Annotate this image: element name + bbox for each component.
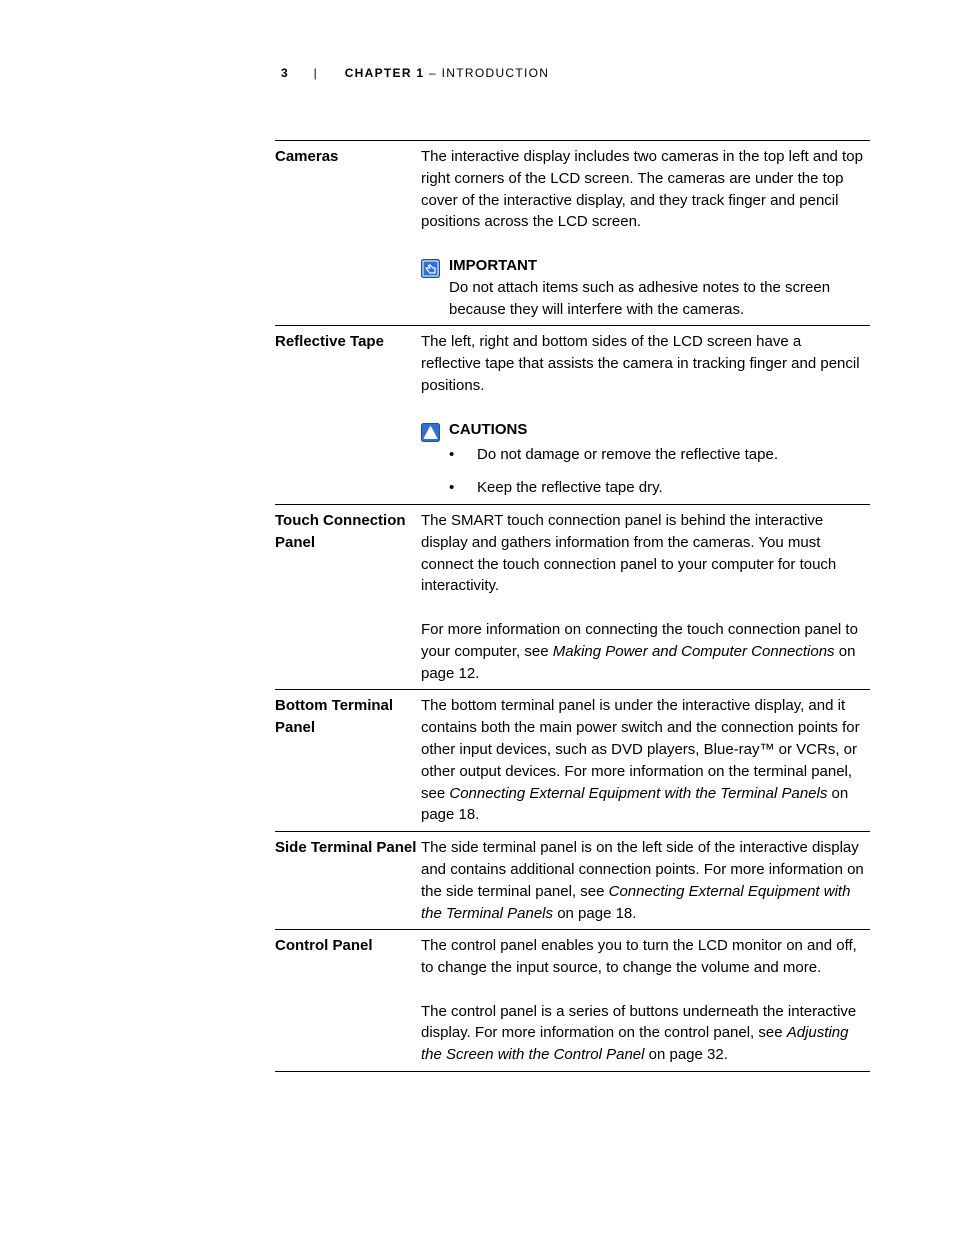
term-description [421, 934, 870, 1066]
term-label: Control Panel [275, 937, 373, 955]
table-row-control-panel [275, 930, 870, 1072]
note-text: Do not attach items such as adhesive notes to the screen because they will interfere with the cameras. [449, 278, 831, 318]
important-note [421, 255, 864, 320]
list-item-text: Keep the reflective tape dry. [477, 479, 663, 497]
table-row-reflective-tape [275, 326, 870, 505]
chapter-title: – INTRODUCTION [429, 66, 550, 80]
text-run: on page 12. [421, 642, 856, 682]
text-run: For more information on connecting the touch connection panel to your computer, see [421, 620, 858, 660]
term-label: Cameras [275, 148, 339, 165]
description-paragraph: The left, right and bottom sides of the LCD screen have a reflective tape that assists the camera in tracking finger and pencil positions. [421, 333, 860, 394]
description-paragraph: The SMART touch connection panel is behind the interactive display and gathers information from the cameras. You must connect the touch connection panel to your computer for touch interactivity. [421, 511, 837, 595]
text-run: The control panel is a series of buttons underneath the interactive display. For more information on the control panel, see [421, 1002, 857, 1042]
table-row-side-terminal-panel [275, 832, 870, 930]
list-item [449, 444, 864, 466]
term-label: Bottom Terminal Panel [275, 697, 394, 737]
description-paragraph: The interactive display includes two cameras in the top left and top right corners of the LCD screen. The cameras are under the top cover of the interactive display, and they track finger and pencil positions across the LCD screen. [421, 148, 863, 231]
text-run: on page 18. [553, 904, 637, 922]
page-number: 3 [281, 66, 289, 80]
description-paragraph [421, 619, 864, 684]
cross-reference: Adjusting the Screen with the Control Panel [421, 1024, 849, 1064]
page-header [281, 66, 549, 80]
description-paragraph [421, 695, 864, 826]
bullet-marker: • [449, 479, 455, 497]
text-run: The bottom terminal panel is under the interactive display, and it contains both the main power switch and the connection points for other input devices, such as DVD players, Blue-ray™ or VCRs, or other output devices. For more information on the terminal panel, see [421, 697, 860, 802]
important-hand-icon [421, 259, 440, 278]
description-paragraph [421, 837, 864, 924]
description-paragraph: The control panel enables you to turn the LCD monitor on and off, to change the input source, to change the volume and more. [421, 937, 857, 977]
caution-list [449, 444, 864, 499]
cross-reference: Connecting External Equipment with the Terminal Panels [449, 784, 828, 802]
cross-reference: Connecting External Equipment with the Terminal Panels [421, 882, 851, 922]
list-item [449, 477, 864, 499]
table-row-bottom-terminal-panel [275, 690, 870, 832]
cross-reference: Making Power and Computer Connections [552, 642, 835, 660]
table-row-touch-connection-panel [275, 505, 870, 690]
term-label: Side Terminal Panel [275, 839, 417, 857]
term-description [421, 145, 870, 320]
term-description [421, 330, 870, 499]
definition-table [275, 140, 870, 1072]
text-run: The side terminal panel is on the left side of the interactive display and contains additional connection points. For more information on the side terminal panel, see [421, 839, 864, 900]
term-description [421, 509, 870, 684]
list-item-text: Do not damage or remove the reflective tape. [477, 446, 778, 464]
term-description [421, 694, 870, 826]
table-row-cameras [275, 141, 870, 326]
description-paragraph [421, 1001, 864, 1066]
note-title: IMPORTANT [449, 256, 538, 274]
text-run: on page 32. [644, 1046, 728, 1064]
term-label: Touch Connection Panel [275, 511, 406, 551]
header-separator: | [313, 66, 319, 80]
cautions-note [421, 419, 864, 499]
term-label: Reflective Tape [275, 333, 384, 351]
chapter-label: CHAPTER 1 [344, 66, 425, 80]
note-title: CAUTIONS [449, 420, 528, 438]
term-description [421, 836, 870, 924]
bullet-marker: • [449, 446, 455, 464]
caution-triangle-icon [421, 423, 440, 442]
text-run: on page 18. [421, 784, 849, 824]
